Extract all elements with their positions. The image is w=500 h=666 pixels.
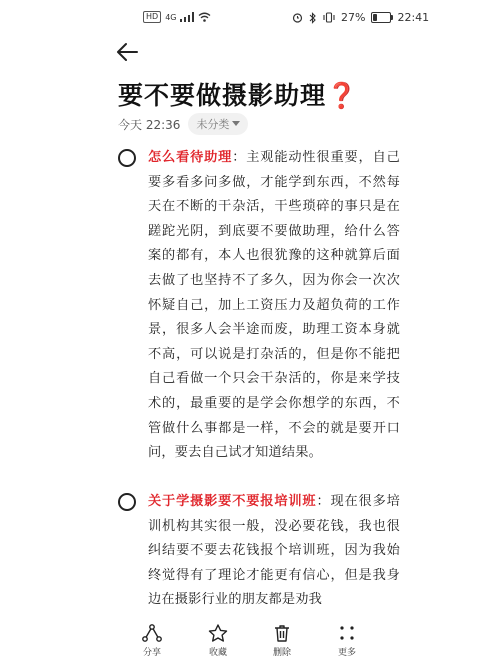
more-button[interactable] <box>322 624 372 658</box>
signal-label: 4G <box>165 12 177 22</box>
category-label: 未分类 <box>196 118 230 131</box>
alarm-icon <box>292 12 303 23</box>
checklist-item-text[interactable] <box>148 146 400 466</box>
cellular-signal-icon <box>180 12 194 22</box>
favorite-label: 收藏 <box>208 648 227 658</box>
wifi-icon <box>198 12 211 22</box>
question-mark-emoji: ❓ <box>326 81 359 110</box>
star-icon <box>208 624 228 642</box>
vibrate-icon <box>323 12 335 23</box>
trash-icon <box>273 624 291 642</box>
more-label: 更多 <box>337 648 356 658</box>
checkbox-circle[interactable] <box>118 493 136 511</box>
checklist-item-text[interactable] <box>148 490 400 613</box>
share-button[interactable] <box>127 624 177 658</box>
category-dropdown[interactable] <box>188 113 248 135</box>
battery-level <box>373 14 377 21</box>
battery-icon <box>371 12 391 23</box>
arrow-left-icon <box>116 42 140 62</box>
caret-down-icon <box>232 121 240 127</box>
checkbox-circle[interactable] <box>118 149 136 167</box>
hd-badge: HD <box>143 11 161 23</box>
note-title[interactable] <box>118 76 438 112</box>
item-heading: 怎么看待助理 <box>148 150 233 165</box>
note-meta <box>118 113 248 135</box>
bluetooth-icon <box>309 12 317 24</box>
status-bar <box>0 0 500 36</box>
bottom-toolbar <box>0 616 500 666</box>
delete-label: 删除 <box>272 648 291 658</box>
clock: 22:41 <box>397 11 430 24</box>
item-body: ：现在很多培训机构其实很一般，没必要花钱，我也很纠结要不要去花钱报个培训班，因为我始终觉得有了理论才能更有信心，但是我身边在摄影行业的朋友都是劝我 <box>148 494 401 608</box>
note-date: 今天 22:36 <box>118 117 181 132</box>
item-body: ：主观能动性很重要，自己要多看多问多做，才能学到东西，不然每天在不断的干杂活，干些琐碎的事只是在蹉跎光阴，到底要不要做助理，给什么答案的都有，本人也很犹豫的这种就算后面去做了也坚持不了多久，因为你会一次次怀疑自己，加上工资压力及超负荷的工作景，很多人会半途而废，助理工资本身就不高，可以说是打杂活的，但是你不能把自己看做一个只会干杂活的，你是来学技术的，最重要的是学会你想学的东西，不管做什么事都是一样，不会的就是要开口问，要去自己试才知道结果。 <box>148 150 400 461</box>
more-dots-icon <box>338 624 356 642</box>
delete-button[interactable] <box>257 624 307 658</box>
item-heading: 关于学摄影要不要报培训班 <box>148 494 317 509</box>
status-left <box>143 11 211 23</box>
share-icon <box>142 624 162 642</box>
battery-percent: 27% <box>341 11 366 24</box>
note-title-text: 要不要做摄影助理 <box>118 81 327 110</box>
status-right <box>292 11 429 24</box>
back-button[interactable] <box>116 42 144 66</box>
favorite-button[interactable] <box>193 624 243 658</box>
share-label: 分享 <box>142 648 161 658</box>
